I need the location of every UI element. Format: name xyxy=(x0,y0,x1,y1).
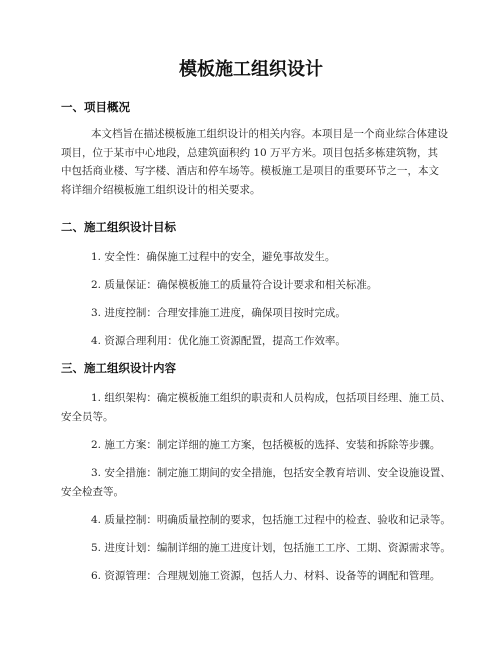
list-item-text: 2. 质量保证：确保模板施工的质量符合设计要求和相关标准。 xyxy=(91,279,378,291)
list-item-text: 6. 资源管理：合理规划施工资源，包括人力、材料、设备等的调配和管理。 xyxy=(91,570,441,582)
list-item xyxy=(61,248,441,267)
list-item-text: 安全检查等。 xyxy=(61,485,124,498)
section-heading-goals: 二、施工组织设计目标 xyxy=(61,220,176,234)
list-item xyxy=(61,539,451,558)
list-item xyxy=(61,304,441,323)
list-item-text: 5. 进度计划：编制详细的施工进度计划，包括施工工序、工期、资源需求等。 xyxy=(91,542,451,554)
document-title: 模板施工组织设计 xyxy=(179,59,323,80)
paragraph-line: 中包括商业楼、写字楼、酒店和停车场等。模板施工是项目的重要环节之一，本文 xyxy=(61,165,439,177)
list-item-text: 3. 安全措施：制定施工期间的安全措施，包括安全教育培训、安全设施设置、 xyxy=(91,467,451,479)
list-item xyxy=(61,332,441,351)
list-item xyxy=(61,567,441,586)
paragraph-line: 将详细介绍模板施工组织设计的相关要求。 xyxy=(61,183,261,196)
section-heading-content: 三、施工组织设计内容 xyxy=(61,361,176,375)
list-item xyxy=(61,436,441,455)
list-item-text: 3. 进度控制：合理安排施工进度，确保项目按时完成。 xyxy=(91,307,346,319)
list-item-text: 安全员等。 xyxy=(61,410,114,423)
list-item-text: 2. 施工方案：制定详细的施工方案，包括模板的选择、安装和拆除等步骤。 xyxy=(91,439,441,451)
section-heading-overview: 一、项目概况 xyxy=(61,100,130,114)
list-item xyxy=(61,389,451,426)
overview-paragraph xyxy=(61,125,448,199)
list-item xyxy=(61,511,451,530)
list-item-text: 4. 质量控制：明确质量控制的要求，包括施工过程中的检查、验收和记录等。 xyxy=(91,514,451,526)
list-item-text: 1. 安全性：确保施工过程中的安全，避免事故发生。 xyxy=(91,251,336,263)
list-item xyxy=(61,276,441,295)
list-item-text: 4. 资源合理利用：优化施工资源配置，提高工作效率。 xyxy=(91,335,346,347)
list-item xyxy=(61,464,451,501)
paragraph-line: 本文档旨在描述模板施工组织设计的相关内容。本项目是一个商业综合体建设 xyxy=(91,128,448,140)
paragraph-line: 项目，位于某市中心地段，总建筑面积约 10 万平方米。项目包括多栋建筑物，其 xyxy=(61,146,439,159)
list-item-text: 1. 组织架构：确定模板施工组织的职责和人员构成，包括项目经理、施工员、 xyxy=(91,392,451,404)
